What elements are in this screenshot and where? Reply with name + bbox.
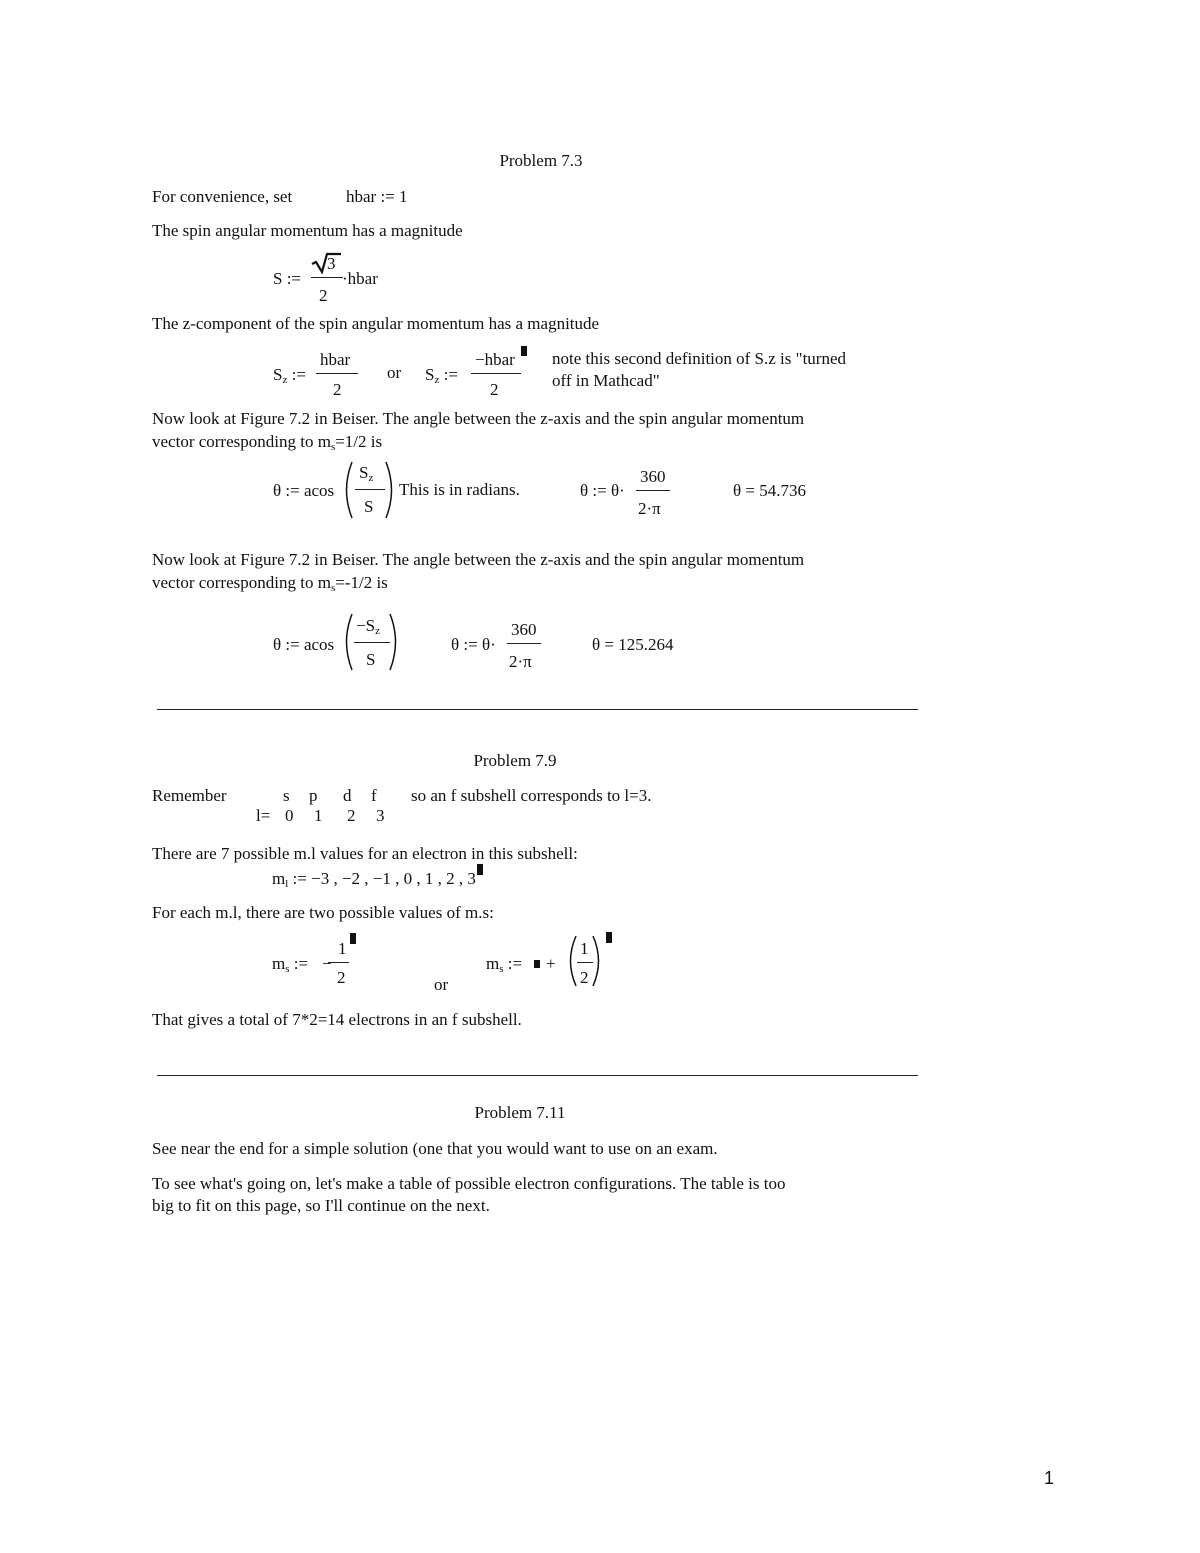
right-paren-icon xyxy=(591,934,605,988)
frac-den: S xyxy=(364,497,374,516)
letter-p: p xyxy=(309,786,318,805)
right-paren-icon xyxy=(384,460,398,520)
left-paren-icon xyxy=(564,934,578,988)
s-num: 3 xyxy=(327,254,336,273)
letter-s: s xyxy=(283,786,290,805)
table-text-line-1: To see what's going on, let's make a table of possible electron configurations. The table is too xyxy=(152,1174,786,1193)
ms-values-text: For each m.l, there are two possible values of m.s: xyxy=(152,903,494,922)
ml-values-text: There are 7 possible m.l values for an electron in this subshell: xyxy=(152,844,578,863)
fraction-bar xyxy=(311,277,343,278)
sz1-lhs: $S_z$ := xyxy=(273,365,306,386)
so-text: so an f subshell corresponds to l=3. xyxy=(411,786,652,805)
remember-text: Remember xyxy=(152,786,227,805)
sz1-den: 2 xyxy=(333,380,342,399)
or-text: or xyxy=(387,363,402,382)
theta-result-1: θ = 54.736 xyxy=(733,481,806,500)
right-paren-icon xyxy=(388,612,402,672)
figure2-text-line-2: vector corresponding to $m_s=-1/2$ is xyxy=(152,573,388,594)
sz2-den: 2 xyxy=(490,380,499,399)
placeholder-marker-icon xyxy=(534,960,540,968)
sz2-num: −hbar xyxy=(475,350,515,369)
disabled-marker-icon xyxy=(477,864,483,875)
sqrt-sign-icon xyxy=(310,252,342,274)
figure-text-line-1: Now look at Figure 7.2 in Beiser. The angle between the z-axis and the spin angular momentum xyxy=(152,409,805,428)
frac-den-2: S xyxy=(366,650,376,669)
ms2-num: 1 xyxy=(580,939,589,958)
section-divider xyxy=(157,1075,918,1076)
plus-sign: + xyxy=(546,954,556,973)
problem-7-11-heading: Problem 7.11 xyxy=(474,1103,566,1122)
deg-num: 360 xyxy=(640,467,666,486)
disabled-marker-icon xyxy=(521,346,527,356)
fraction-bar xyxy=(636,490,670,491)
ms2-den: 2 xyxy=(580,968,589,987)
section-divider xyxy=(157,709,918,710)
theta-deg-lhs-2: θ := θ· xyxy=(451,635,496,654)
sz1-num: hbar xyxy=(320,350,351,369)
l-value-2: 2 xyxy=(347,806,356,825)
figure2-text-line-1: Now look at Figure 7.2 in Beiser. The angle between the z-axis and the spin angular momentum xyxy=(152,550,805,569)
l-value-3: 3 xyxy=(376,806,385,825)
fraction-bar xyxy=(355,489,385,490)
convenience-text: For convenience, set xyxy=(152,187,293,206)
left-paren-icon xyxy=(340,612,354,672)
simple-solution-text: See near the end for a simple solution (one that you would want to use on an exam. xyxy=(152,1139,718,1158)
deg-den: 2·π xyxy=(638,499,661,518)
s-den: 2 xyxy=(319,286,328,305)
theta-acos-lhs-2: θ := acos xyxy=(273,635,335,654)
ms1-num: 1 xyxy=(338,939,347,958)
table-text-line-2: big to fit on this page, so I'll continue on the next. xyxy=(152,1196,490,1215)
z-component-text: The z-component of the spin angular momentum has a magnitude xyxy=(152,314,600,333)
letter-d: d xyxy=(343,786,352,805)
total-electrons-text: That gives a total of 7*2=14 electrons in an f subshell. xyxy=(152,1010,522,1029)
hbar-definition: hbar := 1 xyxy=(346,187,408,206)
letter-f: f xyxy=(371,786,377,805)
disabled-marker-icon xyxy=(350,933,356,944)
l-label: l= xyxy=(256,806,271,825)
s-tail: ·hbar xyxy=(342,269,378,288)
problem-7-3-heading: Problem 7.3 xyxy=(499,151,583,170)
frac-num-2: $-S_z$ xyxy=(356,616,380,637)
note-line-2: off in Mathcad" xyxy=(552,371,660,390)
theta-acos-lhs: θ := acos xyxy=(273,481,335,500)
deg-num-2: 360 xyxy=(511,620,537,639)
frac-num: $S_z$ xyxy=(359,463,374,484)
disabled-marker-icon xyxy=(606,932,612,943)
theta-deg-lhs: θ := θ· xyxy=(580,481,625,500)
problem-7-9-heading: Problem 7.9 xyxy=(473,751,557,770)
radians-text: This is in radians. xyxy=(399,480,520,499)
s-lhs: S := xyxy=(273,269,302,288)
ms2-lhs: $m_s$ := xyxy=(486,954,523,975)
page-number: 1 xyxy=(1044,1468,1055,1488)
l-value-0: 0 xyxy=(285,806,294,825)
ms1-lhs: $m_s$ := xyxy=(272,954,309,975)
ms-or-text: or xyxy=(434,975,449,994)
figure-text-line-2: vector corresponding to $m_s=1/2$ is xyxy=(152,432,383,453)
deg-den-2: 2·π xyxy=(509,652,532,671)
fraction-bar xyxy=(354,642,390,643)
ms1-den: 2 xyxy=(337,968,346,987)
fraction-bar xyxy=(471,373,521,374)
minus-sign: − xyxy=(322,954,332,973)
fraction-bar xyxy=(507,643,541,644)
ml-equation: $m_l$ := −3 , −2 , −1 , 0 , 1 , 2 , 3 xyxy=(272,869,476,890)
spin-magnitude-text: The spin angular momentum has a magnitude xyxy=(152,221,463,240)
l-value-1: 1 xyxy=(314,806,323,825)
left-paren-icon xyxy=(340,460,354,520)
sz2-lhs: $S_z$ := xyxy=(425,365,458,386)
fraction-bar xyxy=(316,373,358,374)
note-line-1: note this second definition of S.z is "turned xyxy=(552,349,847,368)
theta-result-2: θ = 125.264 xyxy=(592,635,674,654)
